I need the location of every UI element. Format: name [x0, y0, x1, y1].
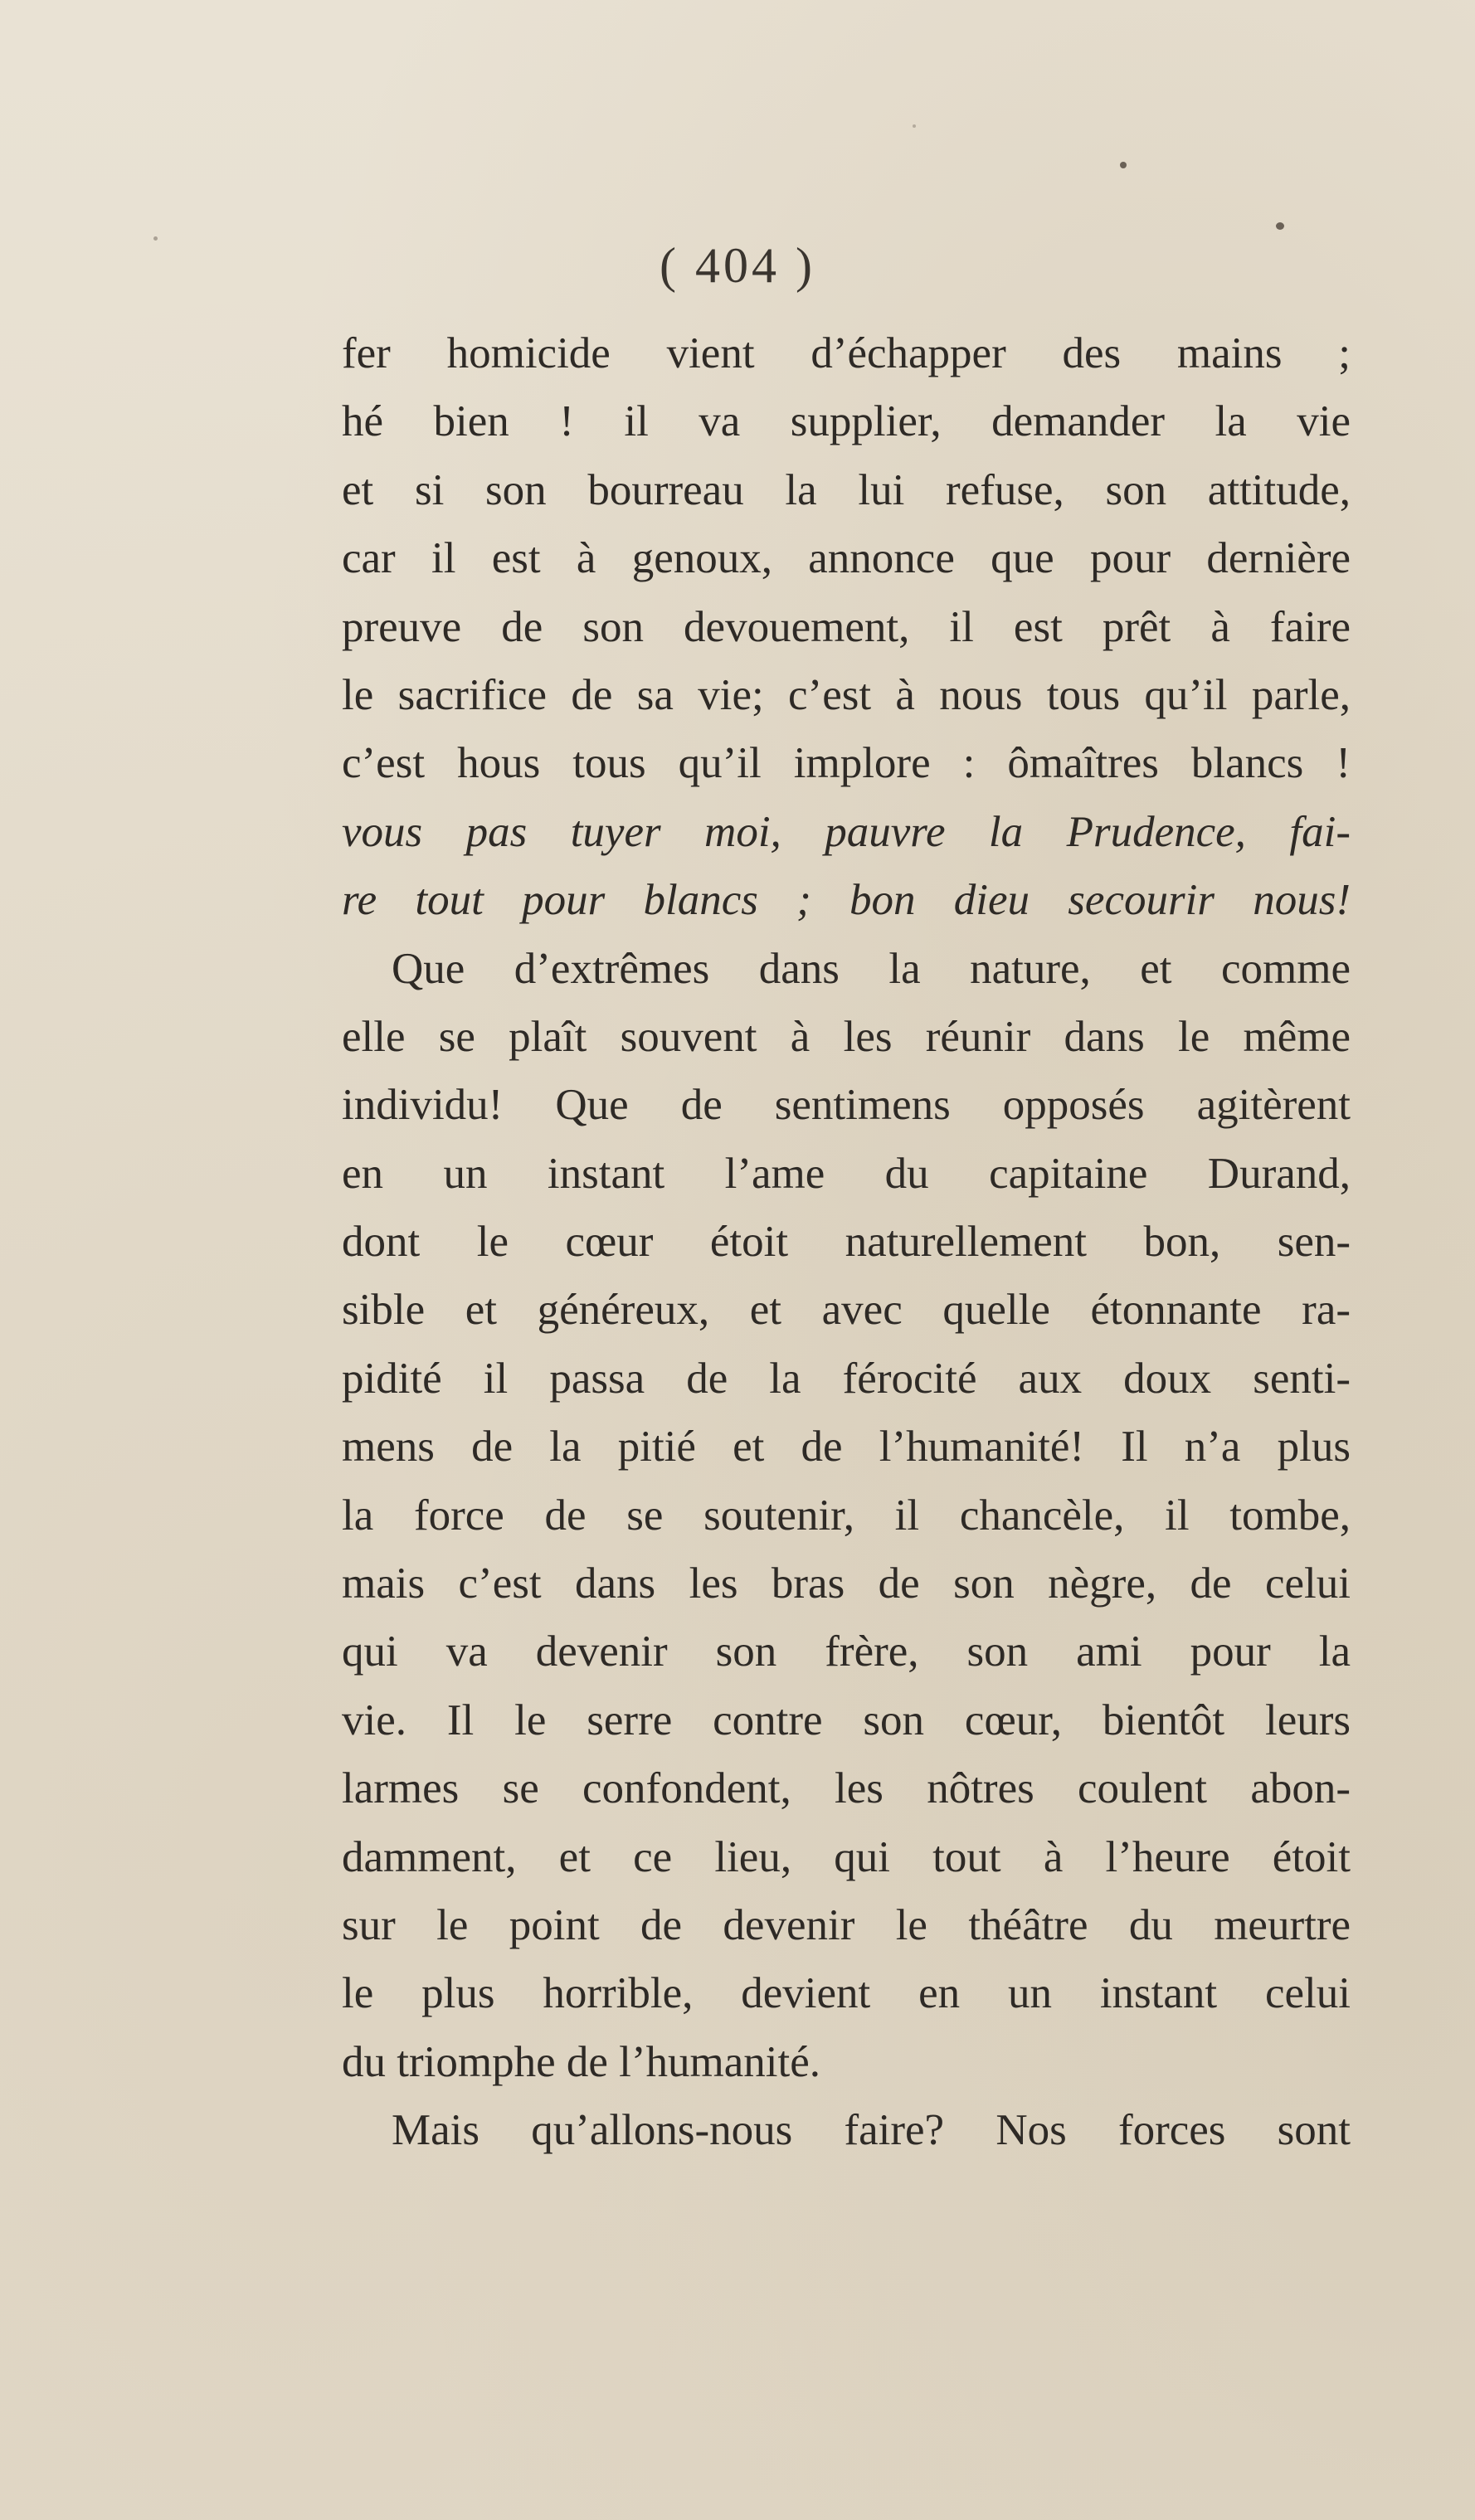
text-line-italic: vous pas tuyer moi, pauvre la Prudence, fai-: [342, 807, 1351, 856]
text-line: sur le point de devenir le théâtre du meurtre: [342, 1900, 1351, 1949]
text-line-italic: re tout pour blancs ; bon dieu secourir nous!: [342, 876, 1351, 925]
paper-speck: [913, 124, 916, 128]
text-line: vie. Il le serre contre son cœur, bientôt leurs: [342, 1695, 1351, 1744]
text-line: pidité il passa de la férocité aux doux senti-: [342, 1354, 1351, 1403]
text-line: le sacrifice de sa vie; c’est à nous tous qu’il parle,: [342, 670, 1351, 719]
text-line: qui va devenir son frère, son ami pour la: [342, 1627, 1351, 1676]
text-line: la force de se soutenir, il chancèle, il tombe,: [342, 1491, 1351, 1540]
text-line: larmes se confondent, les nôtres coulent abon-: [342, 1764, 1351, 1813]
text-line: dont le cœur étoit naturellement bon, sen-: [342, 1218, 1351, 1267]
body-text: [342, 319, 1351, 2165]
text-line: mais c’est dans les bras de son nègre, de celui: [342, 1559, 1351, 1608]
text-line: hé bien ! il va supplier, demander la vie: [342, 397, 1351, 446]
text-line: en un instant l’ame du capitaine Durand,: [342, 1149, 1351, 1198]
text-line: et si son bourreau la lui refuse, son attitude,: [342, 465, 1351, 514]
text-line: elle se plaît souvent à les réunir dans le même: [342, 1012, 1351, 1061]
text-line: mens de la pitié et de l’humanité! Il n’a plus: [342, 1423, 1351, 1472]
text-line: le plus horrible, devient en un instant celui: [342, 1969, 1351, 2018]
text-line: car il est à genoux, annonce que pour dernière: [342, 534, 1351, 583]
paragraph-start-line: Que d’extrêmes dans la nature, et comme: [392, 944, 1351, 993]
text-line: fer homicide vient d’échapper des mains ;: [342, 329, 1351, 377]
text-line: sible et généreux, et avec quelle étonnante ra-: [342, 1286, 1351, 1335]
paragraph-end-line: du triomphe de l’humanité.: [342, 2037, 820, 2086]
paragraph-start-line: Mais qu’allons-nous faire? Nos forces sont: [392, 2106, 1351, 2155]
text-line: damment, et ce lieu, qui tout à l’heure étoit: [342, 1832, 1351, 1881]
paper-speck: [1276, 222, 1284, 230]
text-line: preuve de son devouement, il est prêt à faire: [342, 602, 1351, 651]
page-number: ( 404 ): [660, 238, 815, 293]
paper-speck: [1120, 162, 1127, 168]
text-line: individu! Que de sentimens opposés agitèrent: [342, 1081, 1351, 1130]
text-line: c’est hous tous qu’il implore : ômaîtres blancs !: [342, 739, 1351, 788]
